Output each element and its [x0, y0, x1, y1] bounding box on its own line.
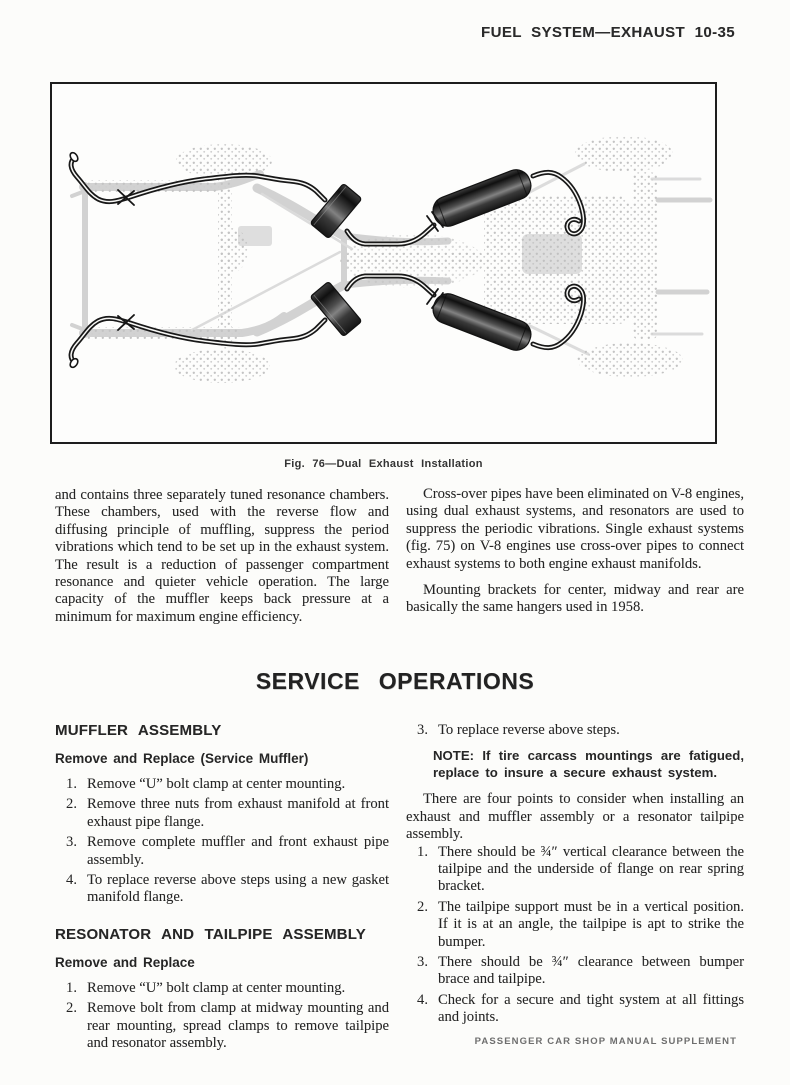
step-number: 1. — [417, 843, 428, 860]
section-title: SERVICE OPERATIONS — [255, 668, 535, 694]
resonator-assembly-heading: RESONATOR AND TAILPIPE ASSEMBLY — [55, 925, 366, 943]
dual-exhaust-underbody-diagram — [52, 84, 715, 442]
service-left-column — [55, 722, 389, 1055]
step-text: To replace reverse above steps using a new gasket manifold flange. — [87, 872, 389, 906]
numbered-step — [55, 796, 389, 831]
step-number: 4. — [417, 991, 428, 1008]
chassis-halftone — [82, 136, 683, 383]
note-block: NOTE: If tire carcass mountings are fatigued, replace to insure a secure exhaust system. — [433, 748, 744, 781]
figure-dual-exhaust — [50, 82, 717, 444]
numbered-step — [406, 844, 744, 896]
paragraph: There are four points to consider when installing an exhaust and muffler assembly or a resonator tailpipe assembly. — [406, 791, 744, 843]
step-text: Check for a secure and tight system at all fittings and joints. — [438, 991, 744, 1026]
numbered-step — [406, 899, 744, 951]
step-text: Remove three nuts from exhaust manifold at front exhaust pipe flange. — [87, 796, 389, 830]
step-number: 2. — [66, 796, 77, 813]
step-number: 4. — [66, 872, 77, 889]
step-text: Remove “U” bolt clamp at center mounting. — [87, 776, 346, 792]
paragraph: Cross-over pipes have been eliminated on V-8 engines, using dual exhaust systems, and resonators are used to suppress the periodic vibrations. Single exhaust systems (fig. 75) on V-8 engines use cross-over pipes to connect exhaust systems to both engine exhaust manifolds. — [406, 486, 744, 572]
numbered-step — [55, 776, 389, 793]
step-number: 2. — [66, 1000, 77, 1017]
numbered-step — [55, 872, 389, 907]
paragraph: Mounting brackets for center, midway and rear are basically the same hangers used in 1958. — [406, 582, 744, 616]
step-text: There should be ¾″ vertical clearance between the tailpipe and the underside of flange on rear spring bracket. — [438, 843, 744, 895]
intro-right-column — [406, 486, 744, 617]
step-text: The tailpipe support must be in a vertical position. If it is at an angle, the tailpipe is apt to strike the bumper. — [438, 898, 744, 950]
numbered-step — [55, 834, 389, 869]
step-text: Remove complete muffler and front exhaust pipe assembly. — [87, 834, 389, 868]
service-right-column — [406, 722, 744, 1030]
page-footer: PASSENGER CAR SHOP MANUAL SUPPLEMENT — [474, 1036, 737, 1047]
numbered-step — [55, 980, 389, 997]
step-number: 3. — [66, 834, 77, 851]
step-text: There should be ¾″ clearance between bumper brace and tailpipe. — [438, 954, 744, 988]
step-number: 1. — [66, 776, 77, 792]
resonator-subheading: Remove and Replace — [55, 954, 195, 970]
step-number: 3. — [417, 954, 428, 971]
numbered-step — [406, 722, 744, 739]
intro-left-column — [55, 487, 389, 626]
muffler-assembly-heading: MUFFLER ASSEMBLY — [55, 722, 222, 739]
step-number: 3. — [417, 722, 428, 738]
step-number: 2. — [417, 898, 428, 915]
step-text: Remove bolt from clamp at midway mounting and rear mounting, spread clamps to remove tailpipe and resonator assembly. — [87, 1000, 389, 1052]
numbered-step — [406, 992, 744, 1027]
page-header: FUEL SYSTEM—EXHAUST 10-35 — [481, 24, 735, 41]
step-text: To replace reverse above steps. — [438, 722, 620, 738]
numbered-step — [406, 954, 744, 989]
figure-caption: Fig. 76—Dual Exhaust Installation — [284, 458, 483, 470]
muffler-subheading: Remove and Replace (Service Muffler) — [55, 751, 309, 766]
step-text: Remove “U” bolt clamp at center mounting. — [87, 979, 346, 996]
paragraph: and contains three separately tuned resonance chambers. These chambers, used with the reverse flow and diffusing principle of muffling, suppress the period vibrations which tend to be set up in the exhaust system. The result is a reduction of passenger compartment resonance and quieter vehicle operation. The large capacity of the muffler keeps back pressure at a minimum for maximum engine efficiency. — [55, 487, 389, 625]
step-number: 1. — [66, 979, 77, 996]
